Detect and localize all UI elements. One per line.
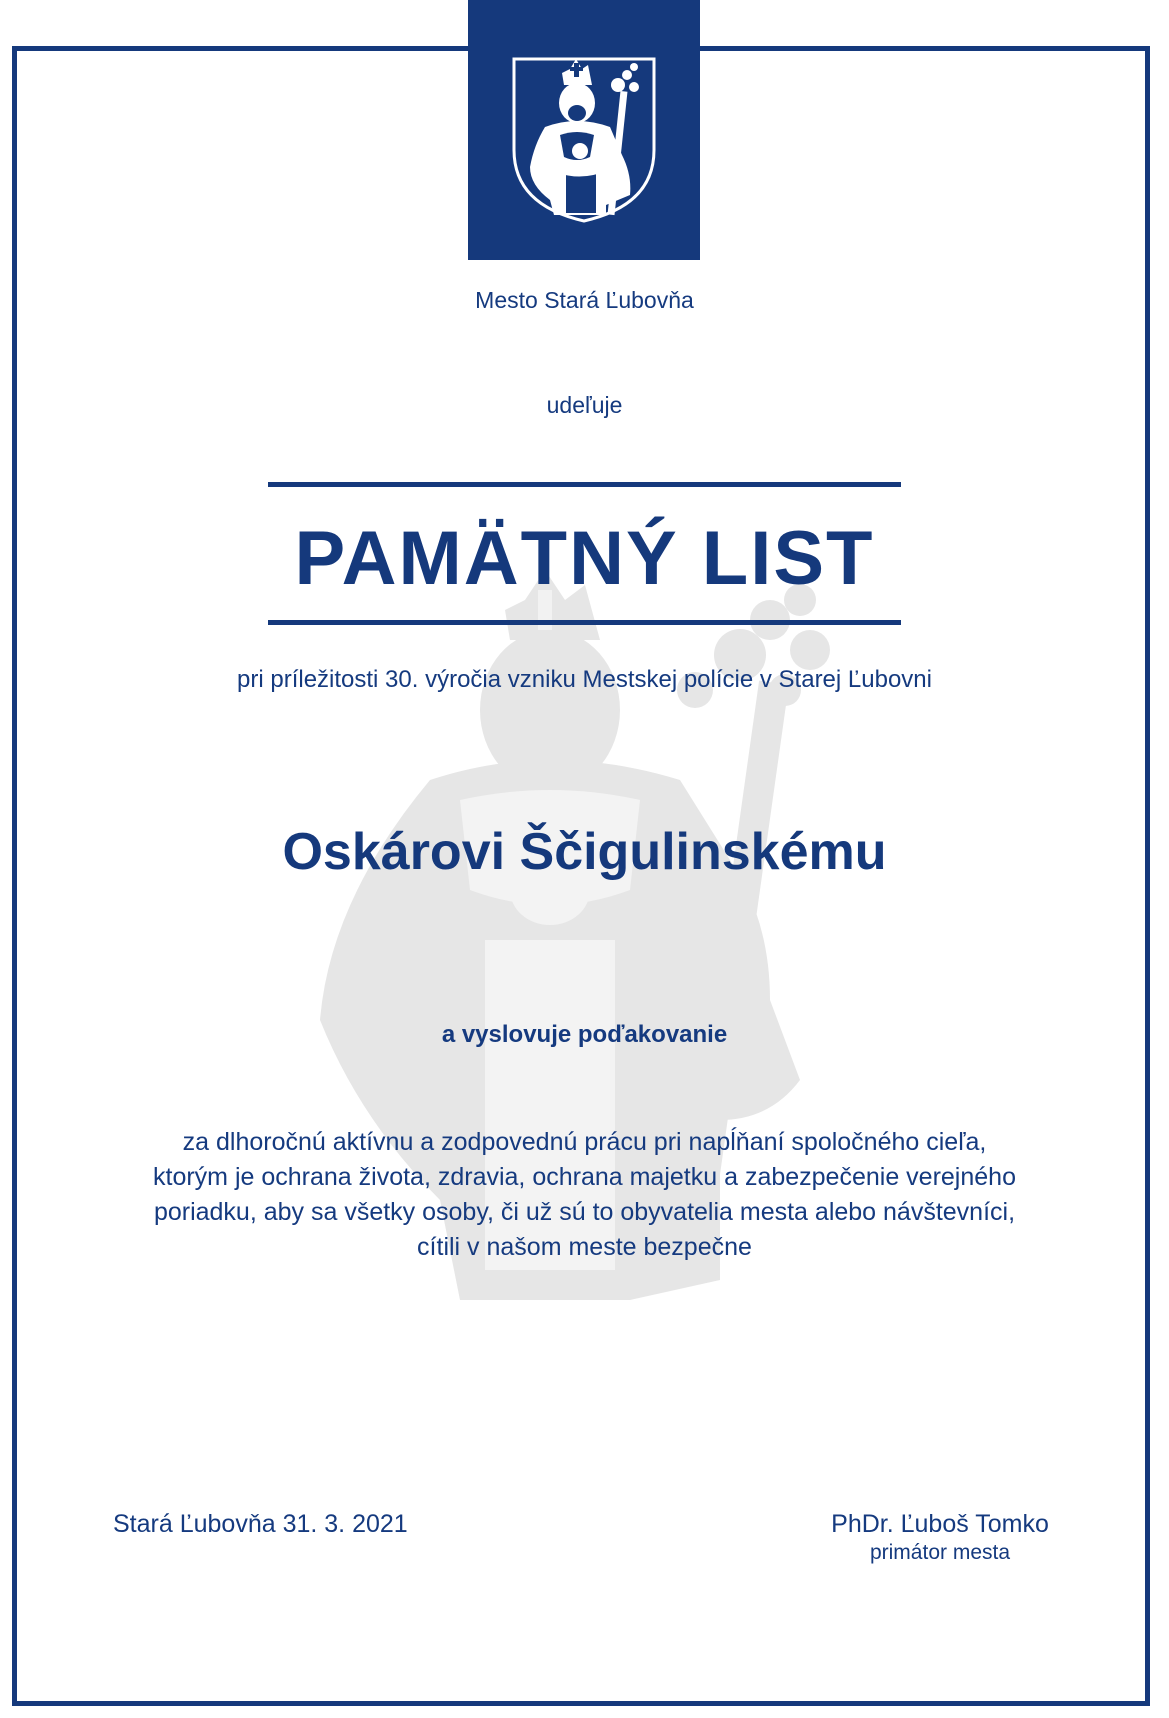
signatory-block [760, 1510, 1120, 1565]
title-divider-top [268, 482, 901, 487]
occasion-text: pri príležitosti 30. výročia vzniku Mestskej polície v Starej Ľubovni [237, 666, 932, 693]
thanks-text: a vyslovuje poďakovanie [441, 1021, 728, 1048]
crest-header-block [468, 0, 700, 260]
reason-line: poriadku, aby sa všetky osoby, či už sú to obyvatelia mesta alebo návštevníci, [153, 1198, 1016, 1226]
coat-of-arms-icon [510, 55, 658, 225]
place-and-date: Stará Ľubovňa 31. 3. 2021 [113, 1510, 408, 1538]
awards-text: udeľuje [546, 392, 623, 418]
reason-paragraph [0, 1125, 1169, 1265]
recipient-name: Oskárovi Ščigulinskému [282, 823, 887, 881]
signatory-name: PhDr. Ľuboš Tomko [831, 1510, 1049, 1538]
issuer-name: Mesto Stará Ľubovňa [475, 287, 694, 313]
signatory-role: primátor mesta [869, 1541, 1011, 1564]
reason-line: cítili v našom meste bezpečne [417, 1233, 752, 1261]
reason-line: ktorým je ochrana života, zdravia, ochrana majetku a zabezpečenie verejného [153, 1163, 1016, 1191]
reason-line: za dlhoročnú aktívnu a zodpovednú prácu pri napĺňaní spoločného cieľa, [182, 1128, 987, 1156]
certificate-title: PAMÄTNÝ LIST [294, 516, 875, 601]
title-divider-bottom [268, 620, 901, 625]
